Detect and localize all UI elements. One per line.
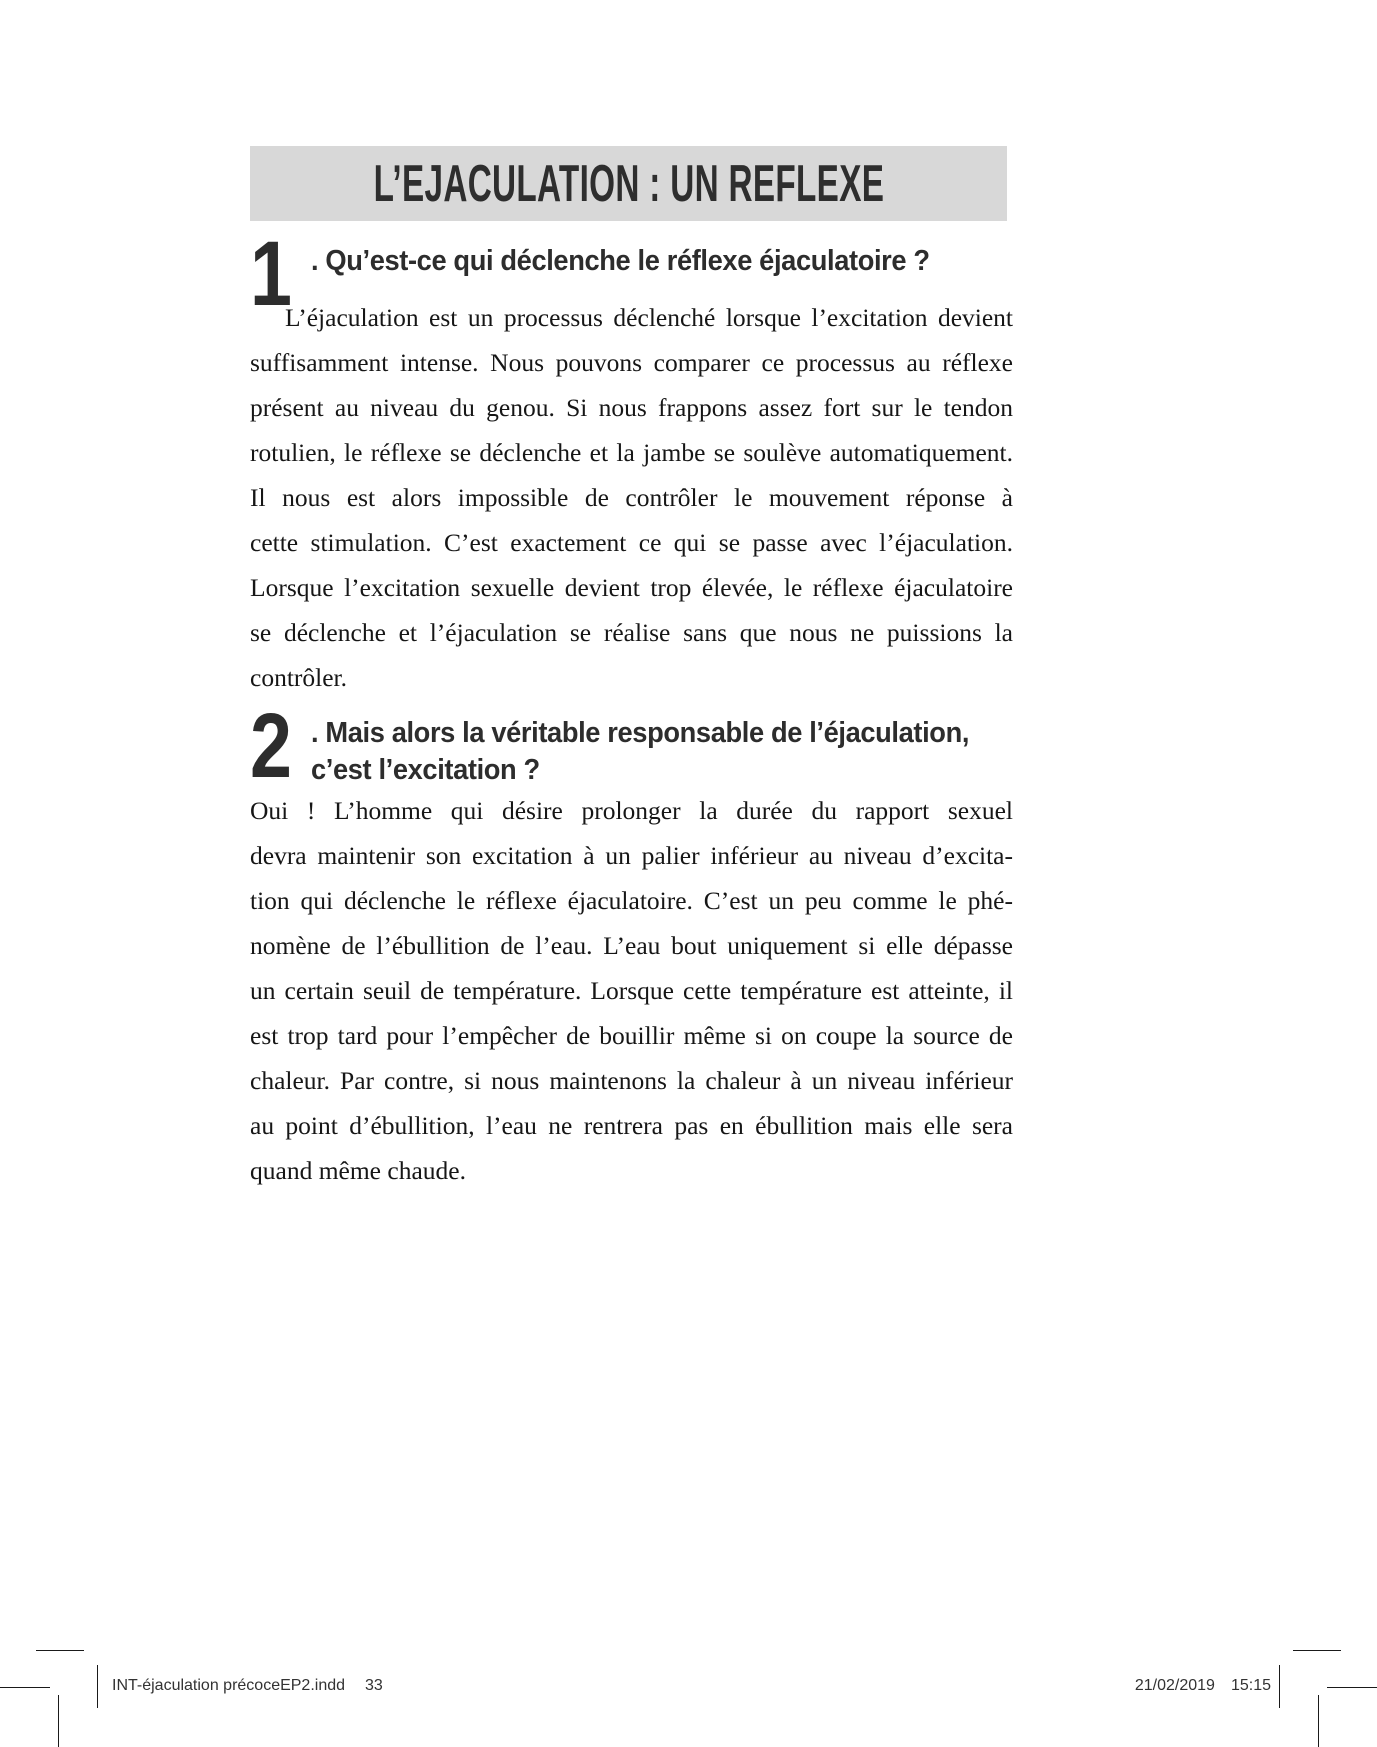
text-line: Lorsque l’excitation sexuelle devient trop élevée, le réflexe éjaculatoire bbox=[250, 573, 1013, 602]
text-line: rotulien, le réflexe se déclenche et la jambe se soulève automatiquement. bbox=[250, 438, 1013, 467]
crop-mark bbox=[36, 1650, 84, 1651]
text-line: c’est l’excitation ? bbox=[311, 754, 540, 786]
text-line: nomène de l’ébullition de l’eau. L’eau bout uniquement si elle dépasse bbox=[250, 931, 1013, 960]
footer-slug-left bbox=[112, 1677, 383, 1695]
text-line: Oui ! L’homme qui désire prolonger la durée du rapport sexuel bbox=[250, 796, 1013, 825]
document-filename: INT-éjaculation précoceEP2.indd bbox=[112, 1677, 346, 1694]
section-2-heading bbox=[311, 708, 969, 789]
crop-mark bbox=[97, 1665, 98, 1708]
print-time: 15:15 bbox=[1230, 1677, 1271, 1694]
text-line: quand même chaude. bbox=[250, 1156, 466, 1185]
text-line: suffisamment intense. Nous pouvons comparer ce processus au réflexe bbox=[250, 348, 1013, 377]
section-2-number: 2 bbox=[250, 695, 292, 797]
footer-slug-right bbox=[1135, 1677, 1271, 1695]
crop-mark bbox=[1327, 1687, 1377, 1688]
text-line: chaleur. Par contre, si nous maintenons la chaleur à un niveau inférieur bbox=[250, 1066, 1013, 1095]
text-line: devra maintenir son excitation à un palier inférieur au niveau d’excita- bbox=[250, 841, 1013, 870]
section-2-heading-row bbox=[250, 695, 1030, 797]
section-1-number: 1 bbox=[250, 223, 292, 325]
section-1-heading bbox=[311, 236, 930, 280]
crop-mark bbox=[1293, 1650, 1341, 1651]
text-line: . Qu’est-ce qui déclenche le réflexe éjaculatoire ? bbox=[311, 245, 930, 277]
print-date: 21/02/2019 bbox=[1134, 1677, 1215, 1694]
crop-mark bbox=[1279, 1665, 1280, 1708]
text-line: cette stimulation. C’est exactement ce qui se passe avec l’éjaculation. bbox=[250, 528, 1013, 557]
text-line: Il nous est alors impossible de contrôler le mouvement réponse à bbox=[250, 483, 1013, 512]
text-line: un certain seuil de température. Lorsque cette température est atteinte, il bbox=[250, 976, 1013, 1005]
text-line: L’éjaculation est un processus déclenché lorsque l’excitation devient bbox=[285, 303, 1013, 332]
section-1-paragraph bbox=[250, 295, 1013, 700]
text-line: présent au niveau du genou. Si nous frappons assez fort sur le tendon bbox=[250, 393, 1013, 422]
section-2-paragraph bbox=[250, 788, 1013, 1193]
text-line: contrôler. bbox=[250, 663, 348, 692]
crop-mark bbox=[1318, 1695, 1319, 1747]
chapter-title-banner bbox=[250, 146, 1007, 221]
text-line: est trop tard pour l’empêcher de bouillir même si on coupe la source de bbox=[250, 1021, 1013, 1050]
text-line: tion qui déclenche le réflexe éjaculatoire. C’est un peu comme le phé- bbox=[250, 886, 1013, 915]
chapter-title: L’EJACULATION : UN REFLEXE bbox=[373, 154, 884, 213]
crop-mark bbox=[58, 1695, 59, 1747]
text-line: . Mais alors la véritable responsable de l’éjaculation, bbox=[311, 717, 970, 749]
text-line: se déclenche et l’éjaculation se réalise sans que nous ne puissions la bbox=[250, 618, 1013, 647]
text-line: au point d’ébullition, l’eau ne rentrera pas en ébullition mais elle sera bbox=[250, 1111, 1013, 1140]
page-number: 33 bbox=[365, 1677, 383, 1694]
crop-mark bbox=[0, 1687, 50, 1688]
